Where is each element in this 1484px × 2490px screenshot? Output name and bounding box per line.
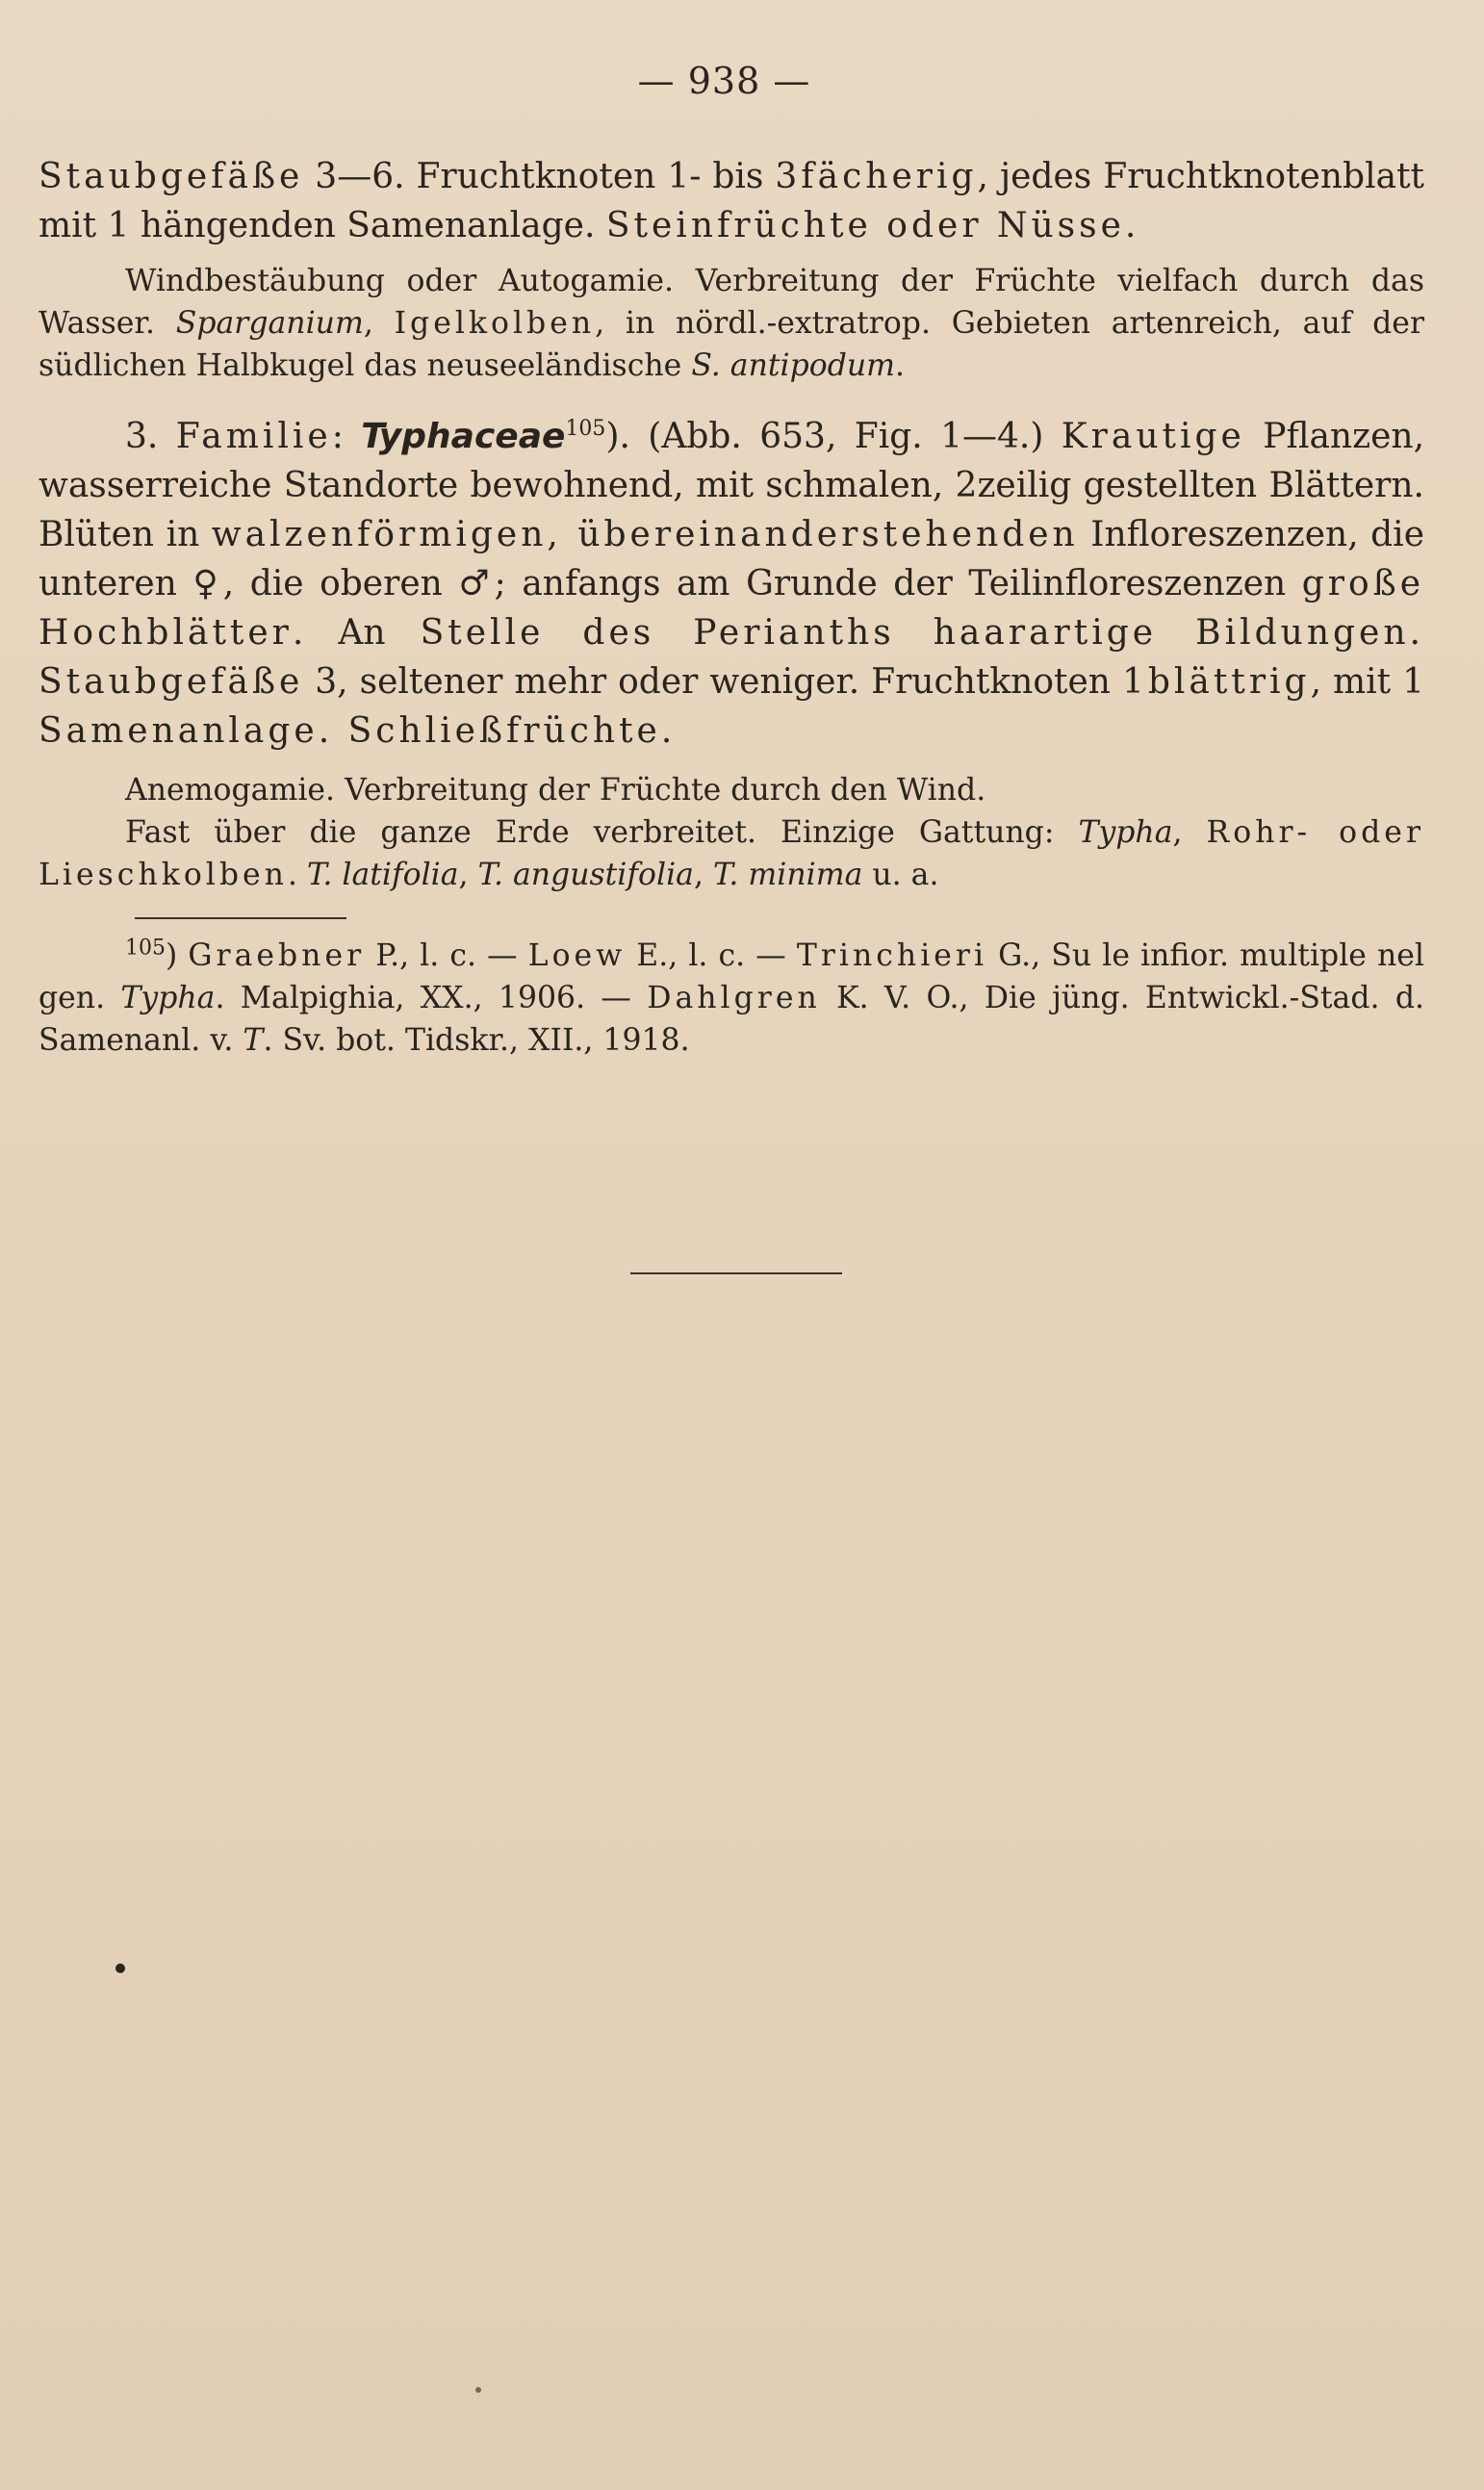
- author-name: Loew: [527, 938, 627, 973]
- footnote-rule: [135, 917, 346, 919]
- text-run: Fast über die ganze Erde verbreitet. Einzige Gattung:: [125, 815, 1079, 850]
- text-run: .: [895, 348, 906, 383]
- page-content: [38, 152, 1424, 1062]
- text-run: . Sv. bot. Tidskr., XII., 1918.: [263, 1023, 690, 1058]
- spaced-term: große Hochblätter: [38, 564, 1424, 653]
- spaced-term: Familie: [175, 417, 332, 456]
- paragraph-distribution: [38, 811, 1424, 896]
- text-run: .: [287, 858, 307, 892]
- text-run: K. V. O., Die jüng. Entwickl.-Stad. d. Samenanl. v.: [38, 981, 1424, 1058]
- text-run: , in nördl.-extratrop. Gebieten artenreich, auf der südlichen Halbkugel das neuseeländische: [38, 306, 1425, 383]
- text-run: Infloreszenzen, die unteren ♀, die oberen ♂; anfangs am Grunde der Teilinfloreszenzen: [38, 515, 1424, 603]
- footnote-105: [38, 935, 1424, 1062]
- text-run: :: [331, 417, 362, 456]
- section-end-rule: [630, 1272, 842, 1274]
- spaced-term: Igelkolben: [394, 306, 596, 341]
- genus-abbrev: T: [243, 1023, 264, 1058]
- spaced-term: Krautige: [1061, 417, 1245, 456]
- spaced-term: Staubgefäße: [38, 157, 304, 196]
- text-run: 3—6. Fruchtknoten 1- bis: [303, 157, 776, 196]
- paragraph-sparganium-notes: [38, 260, 1424, 387]
- author-name: Trinchieri: [796, 938, 988, 973]
- paper-speck: [475, 2387, 481, 2393]
- text-run: ). (Abb. 653, Fig. 1—4.): [605, 417, 1062, 456]
- genus-name: Typha: [1078, 815, 1173, 850]
- text-run: .: [660, 711, 673, 751]
- author-name: Dahlgren: [647, 981, 821, 1015]
- text-run: ,: [458, 858, 478, 892]
- text-run: 3, seltener mehr oder weniger. Fruchtknoten: [303, 662, 1122, 702]
- text-run: E., l. c. —: [626, 938, 797, 973]
- text-run: 3.: [125, 417, 176, 456]
- author-name: Graebner: [188, 938, 366, 973]
- species-name: T. latifolia: [306, 858, 459, 892]
- footnote-number: 105: [125, 936, 166, 961]
- text-run: P., l. c. —: [365, 938, 528, 973]
- species-name: T. minima: [712, 858, 863, 892]
- text-run: Windbestäubung oder Autogamie. Verbreitung der Früchte vielfach durch das Wasser.: [38, 264, 1424, 341]
- paragraph-staubgefaesse: [38, 152, 1424, 250]
- spaced-term: Steinfrüchte oder Nüsse: [605, 206, 1125, 245]
- text-run: ): [166, 938, 189, 973]
- spaced-term: walzenförmigen, übereinanderstehenden: [211, 515, 1079, 554]
- spaced-term: Rohr- oder Lieschkolben: [38, 815, 1425, 892]
- text-run: G., Su le infior. multiple nel gen.: [38, 938, 1424, 1015]
- genus-name: Sparganium: [175, 306, 364, 341]
- text-run: Pflanzen, wasserreiche Standorte bewohnend, mit schmalen, 2zeilig gestellten Blättern. Blüten in: [38, 417, 1425, 554]
- species-name: T. angustifolia: [477, 858, 694, 892]
- page-number: — 938 —: [637, 60, 811, 102]
- text-run: u. a.: [862, 858, 939, 892]
- genus-name: Typha: [120, 981, 216, 1015]
- paragraph-typhaceae: [38, 412, 1424, 756]
- text-run: . An: [292, 613, 421, 653]
- footnote-ref: 105: [565, 417, 606, 441]
- text-run: ,: [363, 306, 395, 341]
- paper-speck: [115, 1964, 125, 1973]
- text-run: ,: [693, 858, 713, 892]
- spaced-term: Stelle des Perianths haarartige Bildungen. Staubgefäße: [38, 613, 1424, 702]
- spaced-term: 3fächerig: [775, 157, 978, 196]
- species-name: S. antipodum: [691, 348, 896, 383]
- text-run: , mit 1: [1310, 662, 1424, 702]
- family-name: Typhaceae: [361, 417, 566, 456]
- text-run: .: [1124, 206, 1137, 245]
- text-run: . Malpighia, XX., 1906. —: [215, 981, 648, 1015]
- spaced-term: Samenanlage. Schließfrüchte: [38, 711, 661, 751]
- text-run: , jedes Fruchtknotenblatt mit 1 hängenden Samenanlage.: [38, 157, 1425, 245]
- text-run: ,: [1172, 815, 1207, 850]
- spaced-term: 1blättrig: [1121, 662, 1311, 702]
- paragraph-anemogamie: Anemogamie. Verbreitung der Früchte durch den Wind.: [125, 773, 986, 808]
